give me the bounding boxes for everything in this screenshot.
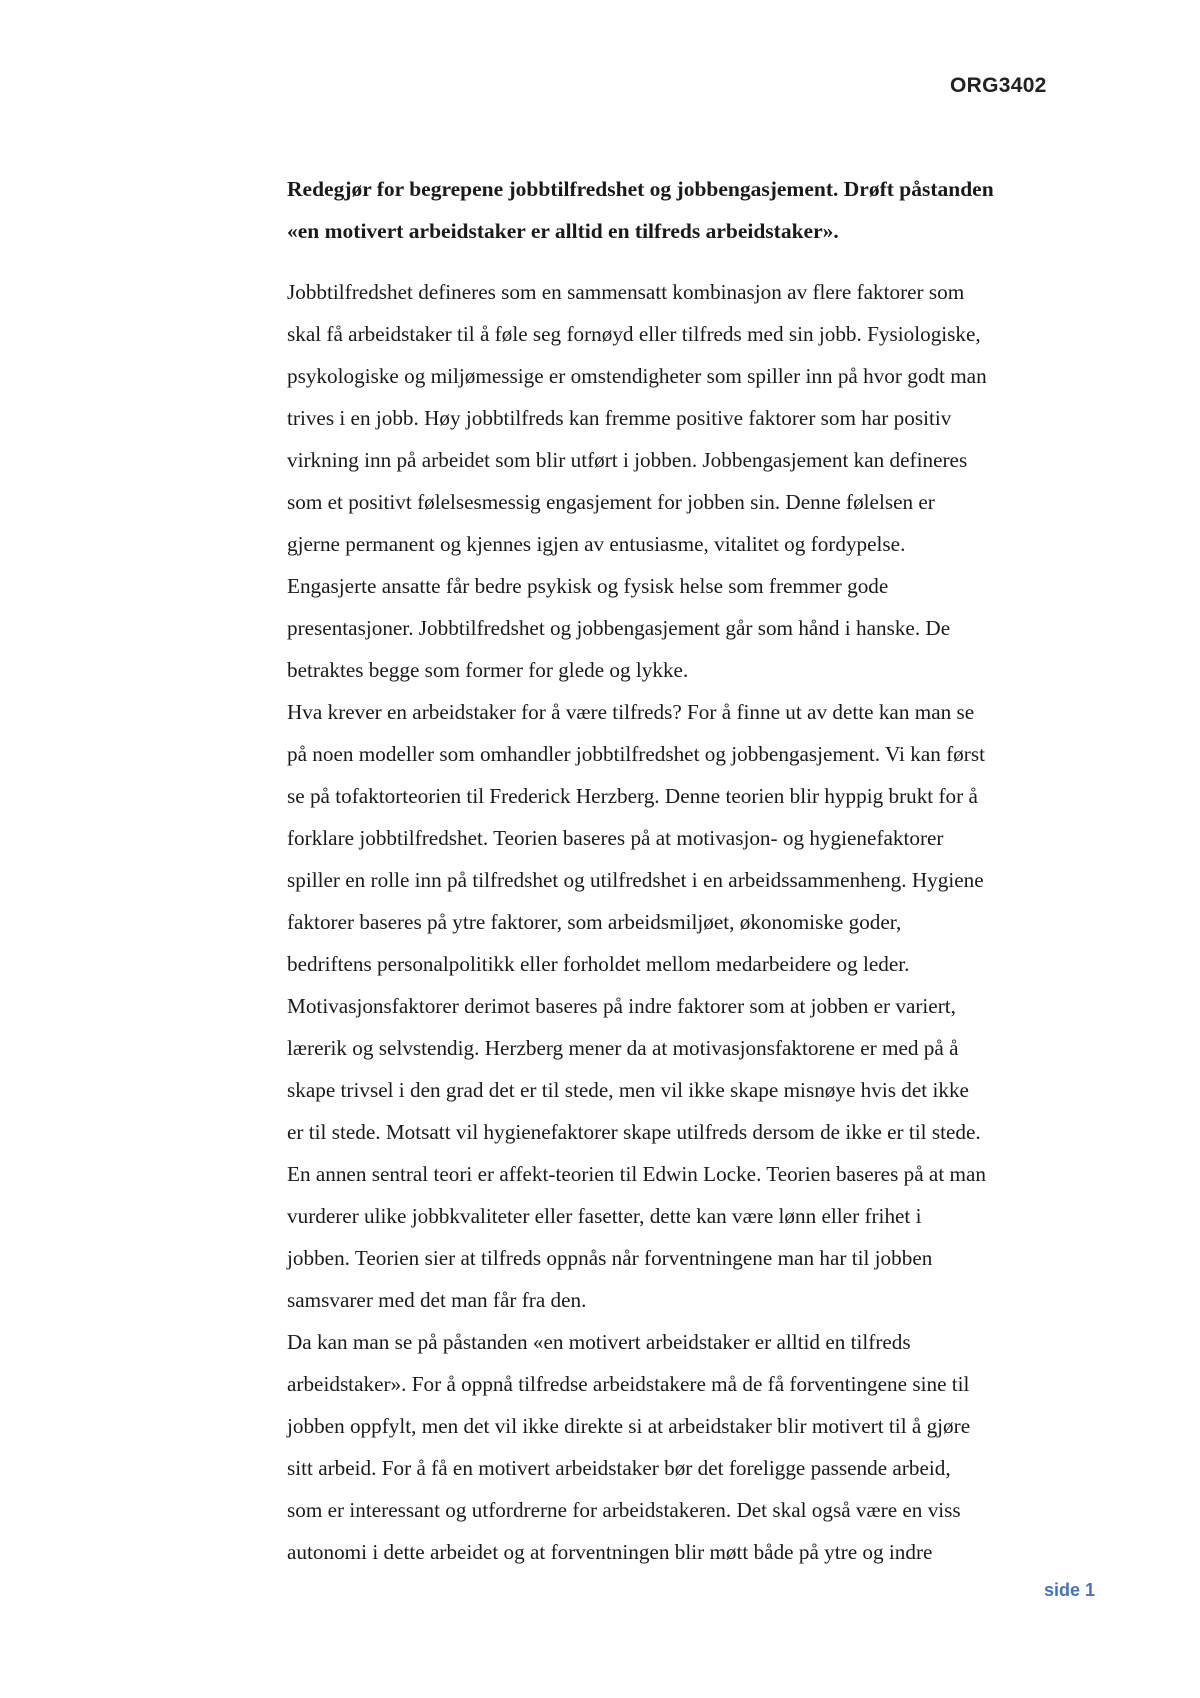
body-line: virkning inn på arbeidet som blir utført i jobben. Jobbengasjement kan defineres: [287, 448, 968, 472]
body-line: på noen modeller som omhandler jobbtilfredshet og jobbengasjement. Vi kan først: [287, 742, 985, 766]
body-line: betraktes begge som former for glede og lykke.: [287, 658, 689, 682]
body-line: autonomi i dette arbeidet og at forventningen blir møtt både på ytre og indre: [287, 1540, 933, 1564]
body-line: som et positivt følelsesmessig engasjement for jobben sin. Denne følelsen er: [287, 490, 935, 514]
heading-line: «en motivert arbeidstaker er alltid en tilfreds arbeidstaker».: [287, 219, 839, 243]
body-line: psykologiske og miljømessige er omstendigheter som spiller inn på hvor godt man: [287, 364, 987, 388]
body-line: skape trivsel i den grad det er til stede, men vil ikke skape misnøye hvis det ikke: [287, 1078, 969, 1102]
body-line: Engasjerte ansatte får bedre psykisk og fysisk helse som fremmer gode: [287, 574, 889, 598]
body-line: er til stede. Motsatt vil hygienefaktorer skape utilfreds dersom de ikke er til stede.: [287, 1120, 981, 1144]
body-line: Jobbtilfredshet defineres som en sammensatt kombinasjon av flere faktorer som: [287, 280, 965, 304]
body-line: faktorer baseres på ytre faktorer, som arbeidsmiljøet, økonomiske goder,: [287, 910, 902, 934]
body-line: skal få arbeidstaker til å føle seg fornøyd eller tilfreds med sin jobb. Fysiologiske,: [287, 322, 981, 346]
body-line: Hva krever en arbeidstaker for å være tilfreds? For å finne ut av dette kan man se: [287, 700, 975, 724]
body-line: se på tofaktorteorien til Frederick Herzberg. Denne teorien blir hyppig brukt for å: [287, 784, 978, 808]
body-line: Motivasjonsfaktorer derimot baseres på indre faktorer som at jobben er variert,: [287, 994, 956, 1018]
document-body: [287, 168, 1097, 1573]
assignment-heading: [287, 168, 1097, 252]
body-line: samsvarer med det man får fra den.: [287, 1288, 587, 1312]
body-line: En annen sentral teori er affekt-teorien til Edwin Locke. Teorien baseres på at man: [287, 1162, 986, 1186]
course-code: ORG3402: [950, 74, 1047, 97]
body-line: gjerne permanent og kjennes igjen av entusiasme, vitalitet og fordypelse.: [287, 532, 906, 556]
body-line: bedriftens personalpolitikk eller forholdet mellom medarbeidere og leder.: [287, 952, 910, 976]
body-line: jobben oppfylt, men det vil ikke direkte si at arbeidstaker blir motivert til å gjøre: [287, 1414, 971, 1438]
body-line: lærerik og selvstendig. Herzberg mener da at motivasjonsfaktorene er med på å: [287, 1036, 959, 1060]
body-line: Da kan man se på påstanden «en motivert arbeidstaker er alltid en tilfreds: [287, 1330, 911, 1354]
body-line: spiller en rolle inn på tilfredshet og utilfredshet i en arbeidssammenheng. Hygiene: [287, 868, 984, 892]
body-line: jobben. Teorien sier at tilfreds oppnås når forventningene man har til jobben: [287, 1246, 933, 1270]
body-line: arbeidstaker». For å oppnå tilfredse arbeidstakere må de få forventingene sine til: [287, 1372, 970, 1396]
body-line: vurderer ulike jobbkvaliteter eller fasetter, dette kan være lønn eller frihet i: [287, 1204, 922, 1228]
body-line: som er interessant og utfordrerne for arbeidstakeren. Det skal også være en viss: [287, 1498, 961, 1522]
body-line: forklare jobbtilfredshet. Teorien baseres på at motivasjon- og hygienefaktorer: [287, 826, 944, 850]
body-line: trives i en jobb. Høy jobbtilfreds kan fremme positive faktorer som har positiv: [287, 406, 952, 430]
page-number: side 1: [1044, 1580, 1096, 1600]
body-line: sitt arbeid. For å få en motivert arbeidstaker bør det foreligge passende arbeid,: [287, 1456, 951, 1480]
body-line: presentasjoner. Jobbtilfredshet og jobbengasjement går som hånd i hanske. De: [287, 616, 951, 640]
body-text: [287, 271, 1097, 1573]
heading-line: Redegjør for begrepene jobbtilfredshet og jobbengasjement. Drøft påstanden: [287, 177, 994, 201]
